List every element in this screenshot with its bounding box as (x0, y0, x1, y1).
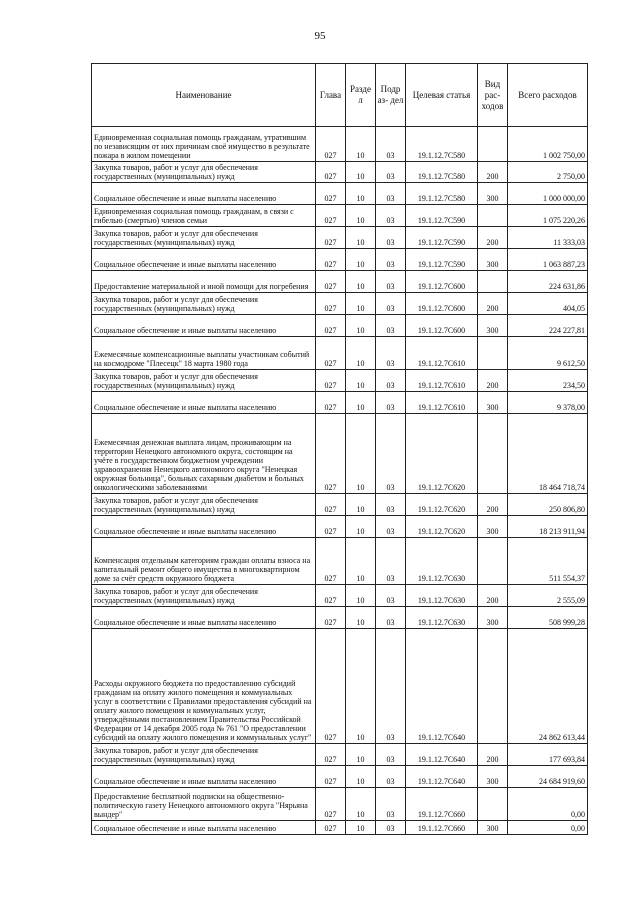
row-name: Расходы окружного бюджета по предоставлению субсидий гражданам на оплату жилого помещения и коммунальных услуг в соответствии с Правилами предоставления субсидий на оплату жилого помещения и коммунальных услуг, утверждёнными постановлением Правительства Российской Федерации от 14 декабря 2005 года № 761 "О предоставлении субсидий на оплату жилого помещения и коммунальных услуг" (92, 629, 316, 744)
row-razdel: 10 (346, 607, 376, 629)
row-total: 1 002 750,00 (508, 127, 588, 162)
row-total: 1 075 220,26 (508, 205, 588, 227)
table-row (92, 162, 588, 183)
row-podrazdel: 03 (376, 127, 406, 162)
row-razdel: 10 (346, 821, 376, 835)
row-name: Закупка товаров, работ и услуг для обеспечения государственных (муниципальных) нужд (92, 494, 316, 516)
row-total: 511 554,37 (508, 538, 588, 585)
row-podrazdel: 03 (376, 183, 406, 205)
row-glava: 027 (316, 249, 346, 271)
row-name: Ежемесячная денежная выплата лицам, проживающим на территории Ненецкого автономного округа, состоящим на учёте в государственном бюджетном учреждении здравоохранения Ненецкого автономного округа "Ненецкая окружная больница", больных сахарным диабетом и больных онкологическими заболеваниями (92, 414, 316, 494)
row-vid (478, 337, 508, 370)
row-podrazdel: 03 (376, 494, 406, 516)
row-statya: 19.1.12.7С640 (406, 629, 478, 744)
row-glava: 027 (316, 629, 346, 744)
row-total: 1 000 000,00 (508, 183, 588, 205)
row-total: 2 750,00 (508, 162, 588, 183)
row-name: Единовременная социальная помощь гражданам, утратившим по независящим от них причинам своё имущество в результате пожара в жилом помещении (92, 127, 316, 162)
table-body (92, 127, 588, 835)
row-statya: 19.1.12.7С590 (406, 205, 478, 227)
row-podrazdel: 03 (376, 414, 406, 494)
row-vid (478, 127, 508, 162)
row-podrazdel: 03 (376, 538, 406, 585)
row-total: 0,00 (508, 788, 588, 821)
row-name: Социальное обеспечение и иные выплаты населению (92, 183, 316, 205)
row-vid (478, 788, 508, 821)
row-total: 9 612,50 (508, 337, 588, 370)
row-podrazdel: 03 (376, 607, 406, 629)
row-vid: 300 (478, 821, 508, 835)
row-podrazdel: 03 (376, 227, 406, 249)
row-razdel: 10 (346, 227, 376, 249)
row-total: 11 333,03 (508, 227, 588, 249)
row-razdel: 10 (346, 392, 376, 414)
row-vid: 200 (478, 293, 508, 315)
row-total: 24 684 919,60 (508, 766, 588, 788)
table-row (92, 821, 588, 835)
row-glava: 027 (316, 162, 346, 183)
row-glava: 027 (316, 183, 346, 205)
table-row (92, 629, 588, 744)
row-statya: 19.1.12.7С640 (406, 766, 478, 788)
table-row (92, 494, 588, 516)
row-total: 224 631,86 (508, 271, 588, 293)
row-podrazdel: 03 (376, 315, 406, 337)
row-statya: 19.1.12.7С660 (406, 788, 478, 821)
row-statya: 19.1.12.7С600 (406, 271, 478, 293)
row-total: 1 063 887,23 (508, 249, 588, 271)
row-glava: 027 (316, 205, 346, 227)
header-razdel: Разде л (346, 64, 376, 127)
row-total: 250 806,80 (508, 494, 588, 516)
row-glava: 027 (316, 494, 346, 516)
row-vid: 300 (478, 183, 508, 205)
row-razdel: 10 (346, 766, 376, 788)
header-glava: Глава (316, 64, 346, 127)
row-glava: 027 (316, 414, 346, 494)
row-vid: 300 (478, 516, 508, 538)
table-row (92, 227, 588, 249)
row-total: 508 999,28 (508, 607, 588, 629)
row-podrazdel: 03 (376, 392, 406, 414)
row-vid (478, 538, 508, 585)
table-row (92, 183, 588, 205)
row-podrazdel: 03 (376, 271, 406, 293)
row-razdel: 10 (346, 370, 376, 392)
table-row (92, 607, 588, 629)
row-statya: 19.1.12.7С610 (406, 337, 478, 370)
row-name: Закупка товаров, работ и услуг для обеспечения государственных (муниципальных) нужд (92, 293, 316, 315)
row-statya: 19.1.12.7С620 (406, 414, 478, 494)
row-name: Социальное обеспечение и иные выплаты населению (92, 392, 316, 414)
budget-table (91, 63, 588, 835)
header-podrazdel: Подр аз- дел (376, 64, 406, 127)
row-statya: 19.1.12.7С630 (406, 607, 478, 629)
row-podrazdel: 03 (376, 585, 406, 607)
row-total: 0,00 (508, 821, 588, 835)
row-razdel: 10 (346, 414, 376, 494)
row-name: Единовременная социальная помощь гражданам, в связи с гибелью (смертью) членов семьи (92, 205, 316, 227)
row-vid: 300 (478, 766, 508, 788)
table-row (92, 271, 588, 293)
row-podrazdel: 03 (376, 205, 406, 227)
row-razdel: 10 (346, 183, 376, 205)
row-statya: 19.1.12.7С640 (406, 744, 478, 766)
row-vid: 300 (478, 315, 508, 337)
table-header-row (92, 64, 588, 127)
row-podrazdel: 03 (376, 162, 406, 183)
table-row (92, 127, 588, 162)
page-number: 95 (314, 30, 326, 42)
row-statya: 19.1.12.7С610 (406, 370, 478, 392)
row-statya: 19.1.12.7С620 (406, 494, 478, 516)
row-glava: 027 (316, 585, 346, 607)
row-statya: 19.1.12.7С600 (406, 315, 478, 337)
row-statya: 19.1.12.7С630 (406, 585, 478, 607)
table-row (92, 766, 588, 788)
row-statya: 19.1.12.7С580 (406, 162, 478, 183)
row-statya: 19.1.12.7С590 (406, 227, 478, 249)
row-vid: 200 (478, 744, 508, 766)
row-statya: 19.1.12.7С580 (406, 127, 478, 162)
row-total: 234,50 (508, 370, 588, 392)
row-name: Предоставление материальной и иной помощи для погребения (92, 271, 316, 293)
row-name: Социальное обеспечение и иные выплаты населению (92, 607, 316, 629)
row-name: Закупка товаров, работ и услуг для обеспечения государственных (муниципальных) нужд (92, 227, 316, 249)
row-razdel: 10 (346, 494, 376, 516)
row-name: Социальное обеспечение и иные выплаты населению (92, 249, 316, 271)
row-vid: 200 (478, 227, 508, 249)
row-glava: 027 (316, 392, 346, 414)
table-row (92, 516, 588, 538)
row-razdel: 10 (346, 538, 376, 585)
row-razdel: 10 (346, 293, 376, 315)
row-glava: 027 (316, 607, 346, 629)
row-vid: 300 (478, 392, 508, 414)
header-statya: Целевая статья (406, 64, 478, 127)
row-podrazdel: 03 (376, 766, 406, 788)
row-podrazdel: 03 (376, 629, 406, 744)
row-vid: 200 (478, 494, 508, 516)
row-statya: 19.1.12.7С590 (406, 249, 478, 271)
row-razdel: 10 (346, 337, 376, 370)
row-name: Закупка товаров, работ и услуг для обеспечения государственных (муниципальных) нужд (92, 585, 316, 607)
row-total: 24 862 613,44 (508, 629, 588, 744)
row-name: Предоставление бесплатной подписки на общественно-политическую газету Ненецкого автономного округа "Нярьяна вындер" (92, 788, 316, 821)
row-total: 18 464 718,74 (508, 414, 588, 494)
row-vid: 300 (478, 249, 508, 271)
row-glava: 027 (316, 744, 346, 766)
table-row (92, 392, 588, 414)
row-podrazdel: 03 (376, 370, 406, 392)
row-name: Закупка товаров, работ и услуг для обеспечения государственных (муниципальных) нужд (92, 162, 316, 183)
row-razdel: 10 (346, 249, 376, 271)
row-total: 224 227,81 (508, 315, 588, 337)
row-statya: 19.1.12.7С610 (406, 392, 478, 414)
row-podrazdel: 03 (376, 337, 406, 370)
row-name: Социальное обеспечение и иные выплаты населению (92, 766, 316, 788)
row-razdel: 10 (346, 315, 376, 337)
header-vid: Вид рас- ходов (478, 64, 508, 127)
row-razdel: 10 (346, 162, 376, 183)
table-row (92, 538, 588, 585)
row-total: 18 213 911,94 (508, 516, 588, 538)
row-razdel: 10 (346, 271, 376, 293)
row-name: Социальное обеспечение и иные выплаты населению (92, 821, 316, 835)
row-podrazdel: 03 (376, 821, 406, 835)
row-total: 9 378,00 (508, 392, 588, 414)
row-podrazdel: 03 (376, 293, 406, 315)
row-glava: 027 (316, 293, 346, 315)
table-row (92, 337, 588, 370)
table-row (92, 293, 588, 315)
row-vid (478, 629, 508, 744)
table-row (92, 249, 588, 271)
row-glava: 027 (316, 337, 346, 370)
row-glava: 027 (316, 766, 346, 788)
row-vid: 200 (478, 585, 508, 607)
table-row (92, 414, 588, 494)
row-razdel: 10 (346, 744, 376, 766)
row-name: Закупка товаров, работ и услуг для обеспечения государственных (муниципальных) нужд (92, 744, 316, 766)
row-vid (478, 414, 508, 494)
row-statya: 19.1.12.7С660 (406, 821, 478, 835)
row-razdel: 10 (346, 629, 376, 744)
row-vid (478, 205, 508, 227)
row-total: 177 693,84 (508, 744, 588, 766)
table-row (92, 744, 588, 766)
row-total: 2 555,09 (508, 585, 588, 607)
row-glava: 027 (316, 315, 346, 337)
table-row (92, 370, 588, 392)
row-glava: 027 (316, 538, 346, 585)
row-vid: 200 (478, 162, 508, 183)
header-total: Всего расходов (508, 64, 588, 127)
row-glava: 027 (316, 227, 346, 249)
row-statya: 19.1.12.7С620 (406, 516, 478, 538)
row-glava: 027 (316, 127, 346, 162)
row-name: Закупка товаров, работ и услуг для обеспечения государственных (муниципальных) нужд (92, 370, 316, 392)
row-vid: 200 (478, 370, 508, 392)
row-statya: 19.1.12.7С600 (406, 293, 478, 315)
header-name: Наименование (92, 64, 316, 127)
row-podrazdel: 03 (376, 788, 406, 821)
row-razdel: 10 (346, 788, 376, 821)
row-total: 404,05 (508, 293, 588, 315)
row-podrazdel: 03 (376, 516, 406, 538)
row-podrazdel: 03 (376, 249, 406, 271)
row-podrazdel: 03 (376, 744, 406, 766)
row-glava: 027 (316, 271, 346, 293)
row-glava: 027 (316, 370, 346, 392)
table-row (92, 585, 588, 607)
row-name: Социальное обеспечение и иные выплаты населению (92, 315, 316, 337)
row-razdel: 10 (346, 516, 376, 538)
row-razdel: 10 (346, 205, 376, 227)
row-razdel: 10 (346, 585, 376, 607)
row-name: Компенсация отдельным категориям граждан оплаты взноса на капитальный ремонт общего имущества в многоквартирном доме за счёт средств окружного бюджета (92, 538, 316, 585)
row-name: Ежемесячные компенсационные выплаты участникам событий на космодроме "Плесецк" 18 марта 1980 года (92, 337, 316, 370)
row-glava: 027 (316, 516, 346, 538)
table-row (92, 205, 588, 227)
row-name: Социальное обеспечение и иные выплаты населению (92, 516, 316, 538)
row-vid: 300 (478, 607, 508, 629)
row-razdel: 10 (346, 127, 376, 162)
row-vid (478, 271, 508, 293)
row-glava: 027 (316, 788, 346, 821)
table-row (92, 788, 588, 821)
row-statya: 19.1.12.7С580 (406, 183, 478, 205)
row-statya: 19.1.12.7С630 (406, 538, 478, 585)
row-glava: 027 (316, 821, 346, 835)
table-row (92, 315, 588, 337)
